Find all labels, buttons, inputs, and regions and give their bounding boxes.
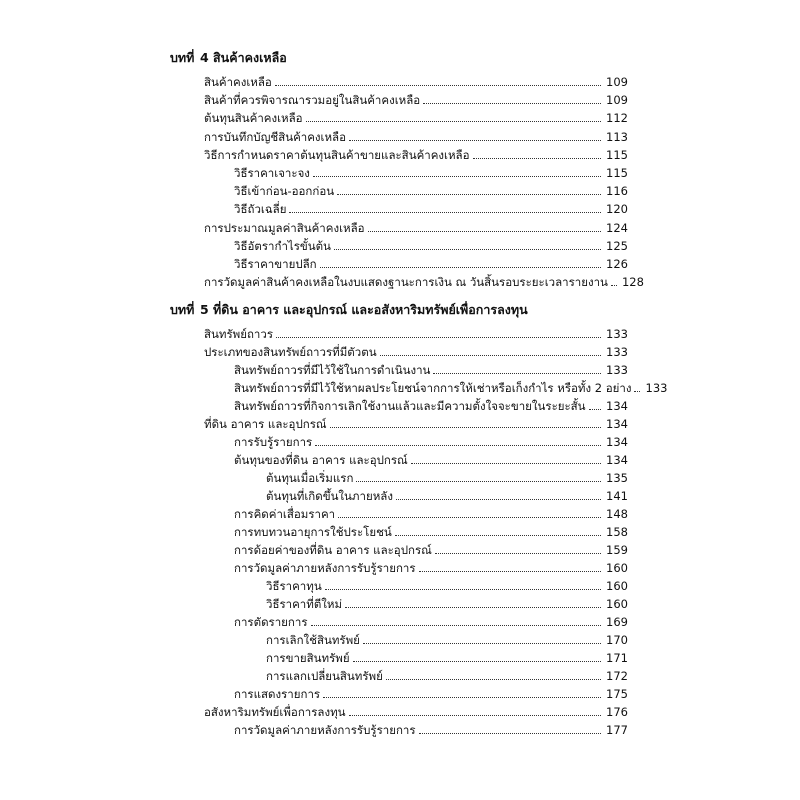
dot-leader [423,103,601,104]
toc-entry-label: ต้นทุนของที่ดิน อาคาร และอุปกรณ์ [234,453,408,467]
toc-entry-page-number: 134 [606,417,628,431]
toc-entry-label: การเลิกใช้สินทรัพย์ [266,633,360,647]
dot-leader [589,409,601,410]
toc-entry-page-number: 134 [606,453,628,467]
dot-leader [396,499,601,500]
toc-entry-page-number: 128 [621,275,644,289]
toc-entry-label: ประเภทของสินทรัพย์ถาวรที่มีตัวตน [204,345,377,359]
toc-entry[interactable] [204,108,628,126]
toc-entry[interactable] [234,378,668,396]
toc-entry[interactable] [234,199,628,217]
toc-entry-label: สินทรัพย์ถาวรที่มีไว้ใช้ในการดำเนินงาน [234,363,431,377]
dot-leader [611,285,617,286]
toc-entry[interactable] [234,360,628,378]
toc-entry[interactable] [234,612,628,630]
toc-entry-label: สินทรัพย์ถาวร [204,327,274,341]
toc-entry-label: วิธีอัตรากำไรขั้นต้น [234,239,331,253]
toc-entry[interactable] [234,522,628,540]
toc-entry-page-number: 135 [606,471,628,485]
toc-entry-label: วิธีราคาขายปลีก [234,257,317,271]
dot-leader [337,194,601,195]
toc-entry-label: การแสดงรายการ [234,687,321,701]
toc-entry-label: ที่ดิน อาคาร และอุปกรณ์ [204,417,327,431]
toc-entry-label: วิธีถัวเฉลี่ย [234,202,287,216]
toc-entry[interactable] [266,666,628,684]
dot-leader [313,176,601,177]
toc-entry-page-number: 109 [606,75,628,89]
toc-entry[interactable] [204,218,628,236]
toc-entry-label: วิธีราคาเจาะจง [234,166,310,180]
toc-entry-label: การรับรู้รายการ [234,435,313,449]
toc-entry-label: อสังหาริมทรัพย์เพื่อการลงทุน [204,705,346,719]
toc-entry-page-number: 113 [606,130,628,144]
dot-leader [311,625,601,626]
toc-entry-page-number: 125 [606,239,628,253]
toc-entry[interactable] [234,432,628,450]
toc-entry[interactable] [234,181,628,199]
toc-entry-page-number: 133 [606,345,628,359]
dot-leader [353,661,601,662]
dot-leader [395,535,601,536]
toc-entry[interactable] [266,468,628,486]
toc-entry-label: สินทรัพย์ถาวรที่มีไว้ใช้หาผลประโยชน์จากการให้เช่าหรือเก็งกำไร หรือทั้ง 2 อย่าง [234,381,632,395]
toc-entry-page-number: 116 [606,184,628,198]
dot-leader [363,643,601,644]
toc-entry-page-number: 133 [606,327,628,341]
dot-leader [345,607,601,608]
toc-entry-label: วิธีการกำหนดราคาต้นทุนสินค้าขายและสินค้าคงเหลือ [204,148,470,162]
toc-entry[interactable] [204,324,628,342]
toc-entry-label: สินทรัพย์ถาวรที่กิจการเลิกใช้งานแล้วและมีความตั้งใจจะขายในระยะสั้น [234,399,586,413]
toc-entry-label: วิธีเข้าก่อน-ออกก่อน [234,184,335,198]
toc-entry-page-number: 141 [606,489,628,503]
toc-entry-label: การวัดมูลค่าภายหลังการรับรู้รายการ [234,723,416,737]
dot-leader [338,517,601,518]
toc-entry-page-number: 124 [606,221,628,235]
toc-entry-label: การแลกเปลี่ยนสินทรัพย์ [266,669,383,683]
dot-leader [289,212,601,213]
toc-entry-page-number: 171 [606,651,628,665]
toc-entry-page-number: 109 [606,93,628,107]
dot-leader [380,355,601,356]
toc-entry[interactable] [234,450,628,468]
toc-entry[interactable] [234,504,628,522]
toc-entry-page-number: 175 [606,687,628,701]
dot-leader [275,85,601,86]
toc-entry-label: การประมาณมูลค่าสินค้าคงเหลือ [204,221,365,235]
dot-leader [330,427,601,428]
toc-entry-page-number: 126 [606,257,628,271]
toc-entry-page-number: 133 [645,381,668,395]
toc-entry[interactable] [234,684,628,702]
dot-leader [315,445,601,446]
chapter-prefix: บทที่ [170,302,195,317]
dot-leader [276,337,601,338]
toc-entry[interactable] [204,702,628,720]
chapter-prefix: บทที่ [170,50,195,65]
toc-entry-page-number: 169 [606,615,628,629]
dot-leader [349,715,601,716]
toc-entry[interactable] [204,342,628,360]
dot-leader [473,158,602,159]
dot-leader [320,267,601,268]
toc-entry[interactable] [204,127,628,145]
dot-leader [419,571,601,572]
toc-entry-label: วิธีราคาทุน [266,579,322,593]
toc-entry-page-number: 176 [606,705,628,719]
dot-leader [306,121,601,122]
toc-entry[interactable] [204,414,628,432]
toc-entry-label: การวัดมูลค่าสินค้าคงเหลือในงบแสดงฐานะการเงิน ณ วันสิ้นรอบระยะเวลารายงาน [204,275,608,289]
dot-leader [419,733,601,734]
toc-entry[interactable] [266,576,628,594]
dot-leader [433,373,601,374]
toc-entry[interactable] [266,486,628,504]
dot-leader [334,249,601,250]
dot-leader [435,553,601,554]
toc-entry[interactable] [266,630,628,648]
toc-entry-page-number: 120 [606,202,628,216]
chapter-heading [170,48,640,68]
toc-entry-page-number: 160 [606,561,628,575]
toc-entry[interactable] [234,254,628,272]
toc-entry-page-number: 115 [606,148,628,162]
toc-entry-page-number: 134 [606,399,628,413]
toc-entry-page-number: 158 [606,525,628,539]
toc-entry-page-number: 115 [606,166,628,180]
toc-entry-label: การบันทึกบัญชีสินค้าคงเหลือ [204,130,347,144]
dot-leader [411,463,601,464]
toc-entry-label: การทบทวนอายุการใช้ประโยชน์ [234,525,392,539]
toc-entry-page-number: 148 [606,507,628,521]
toc-entry-label: การวัดมูลค่าภายหลังการรับรู้รายการ [234,561,416,575]
toc-entry[interactable] [204,272,644,290]
toc-entry-label: สินค้าคงเหลือ [204,75,272,89]
toc-entry-page-number: 134 [606,435,628,449]
toc-entry[interactable] [204,145,628,163]
toc-entry-page-number: 160 [606,597,628,611]
toc-entry-page-number: 170 [606,633,628,647]
toc-entry-label: การคิดค่าเสื่อมราคา [234,507,336,521]
toc-entry[interactable] [234,236,628,254]
dot-leader [356,481,601,482]
dot-leader [323,697,601,698]
toc-entry[interactable] [266,648,628,666]
toc-entry-page-number: 133 [606,363,628,377]
toc-entry-label: การตัดรายการ [234,615,308,629]
toc-entry-label: การขายสินทรัพย์ [266,651,350,665]
toc-entry-label: การด้อยค่าของที่ดิน อาคาร และอุปกรณ์ [234,543,432,557]
toc-entry[interactable] [204,90,628,108]
toc-entry-page-number: 160 [606,579,628,593]
dot-leader [386,679,601,680]
chapter-title: 5 ที่ดิน อาคาร และอุปกรณ์ และอสังหาริมทรัพย์เพื่อการลงทุน [200,302,528,317]
dot-leader [634,391,640,392]
dot-leader [368,231,601,232]
toc-entry-label: สินค้าที่ควรพิจารณารวมอยู่ในสินค้าคงเหลือ [204,93,421,107]
toc-entry-label: ต้นทุนสินค้าคงเหลือ [204,111,303,125]
chapter-title: 4 สินค้าคงเหลือ [200,50,287,65]
toc-entry[interactable] [204,72,628,90]
toc-entry-label: วิธีราคาที่ตีใหม่ [266,597,343,611]
toc-entry[interactable] [234,558,628,576]
toc-entry-label: ต้นทุนที่เกิดขึ้นในภายหลัง [266,489,393,503]
toc-entry[interactable] [234,540,628,558]
toc-entry-page-number: 172 [606,669,628,683]
toc-entry[interactable] [234,163,628,181]
toc-entry-page-number: 159 [606,543,628,557]
toc-entry[interactable] [234,396,628,414]
toc-entry-label: ต้นทุนเมื่อเริ่มแรก [266,471,354,485]
toc-entry-page-number: 112 [606,111,628,125]
chapter-heading [170,300,640,320]
dot-leader [325,589,601,590]
toc-entry[interactable] [266,594,628,612]
toc-entry[interactable] [234,720,628,738]
toc-entry-page-number: 177 [606,723,628,737]
dot-leader [349,140,601,141]
